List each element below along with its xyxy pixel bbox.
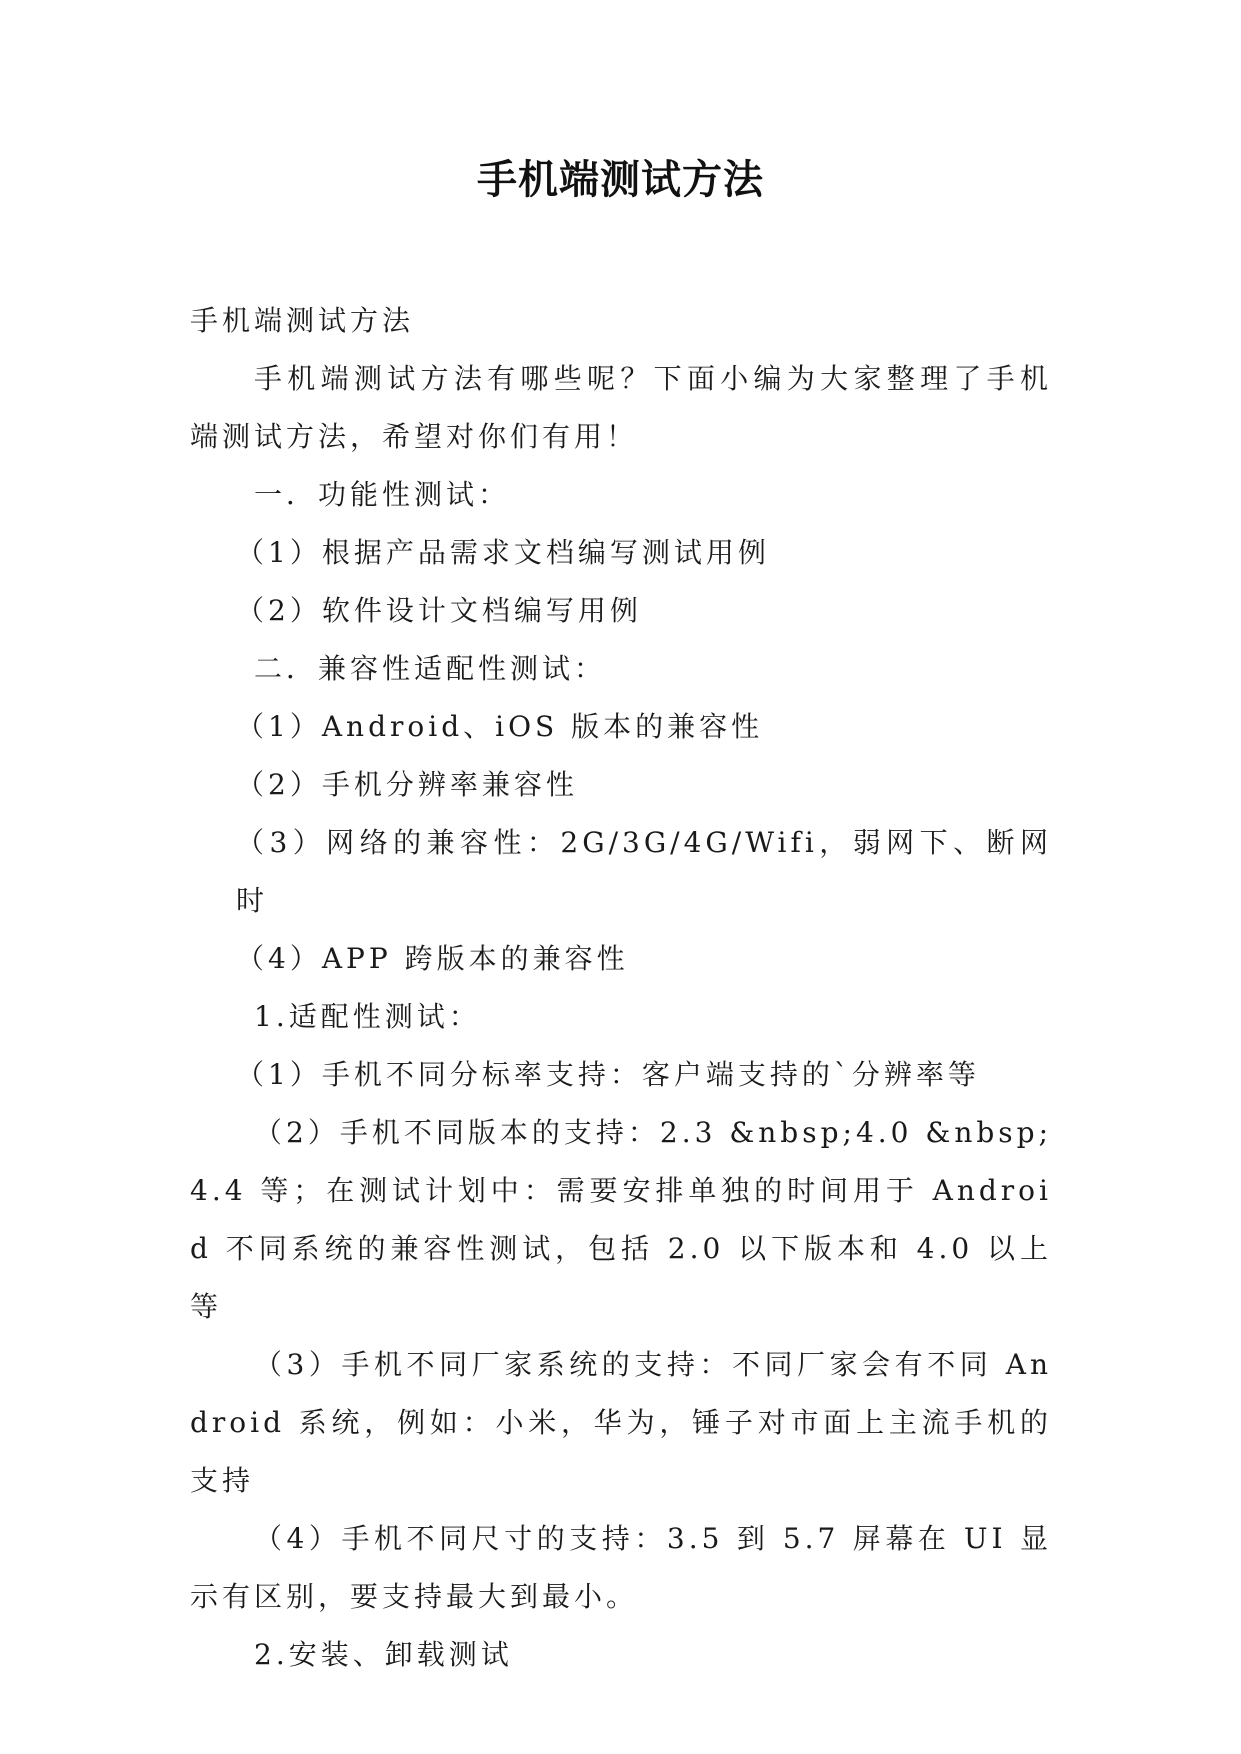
list-item: （4）手机不同尺寸的支持：3.5 到 5.7 屏幕在 UI 显示有区别，要支持最大到最小。 <box>190 1522 1052 1613</box>
list-item: （1）手机不同分标率支持：客户端支持的`分辨率等 <box>236 1058 980 1091</box>
document-body <box>190 292 1052 1684</box>
list-item: （3）手机不同厂家系统的支持：不同厂家会有不同 Android 系统，例如：小米，华为，锤子对市面上主流手机的支持 <box>190 1348 1052 1497</box>
paragraph-intro: 手机端测试方法有哪些呢？下面小编为大家整理了手机端测试方法，希望对你们有用！ <box>190 362 1052 453</box>
list-item: （1）Android、iOS 版本的兼容性 <box>236 710 764 743</box>
list-item: （2）手机不同版本的支持：2.3 &nbsp;4.0 &nbsp;4.4 等；在测试计划中：需要安排单独的时间用于 Android 不同系统的兼容性测试，包括 2.0 以下版本和 4.0 以上等 <box>190 1116 1052 1323</box>
paragraph-heading: 手机端测试方法 <box>190 304 415 337</box>
list-item: （2）手机分辨率兼容性 <box>236 768 578 801</box>
list-item: （1）根据产品需求文档编写测试用例 <box>236 536 770 569</box>
section-heading-compatibility: 二．兼容性适配性测试： <box>254 652 607 685</box>
subsection-heading-install: 2.安装、卸载测试 <box>254 1638 513 1671</box>
list-item: （4）APP 跨版本的兼容性 <box>236 942 629 975</box>
list-item: （2）软件设计文档编写用例 <box>236 594 642 627</box>
subsection-heading-adaptation: 1.适配性测试： <box>254 1000 481 1033</box>
document-title: 手机端测试方法 <box>477 157 764 203</box>
section-heading-functional: 一．功能性测试： <box>254 478 511 511</box>
list-item: （3）网络的兼容性：2G/3G/4G/Wifi，弱网下、断网时 <box>236 826 1052 917</box>
